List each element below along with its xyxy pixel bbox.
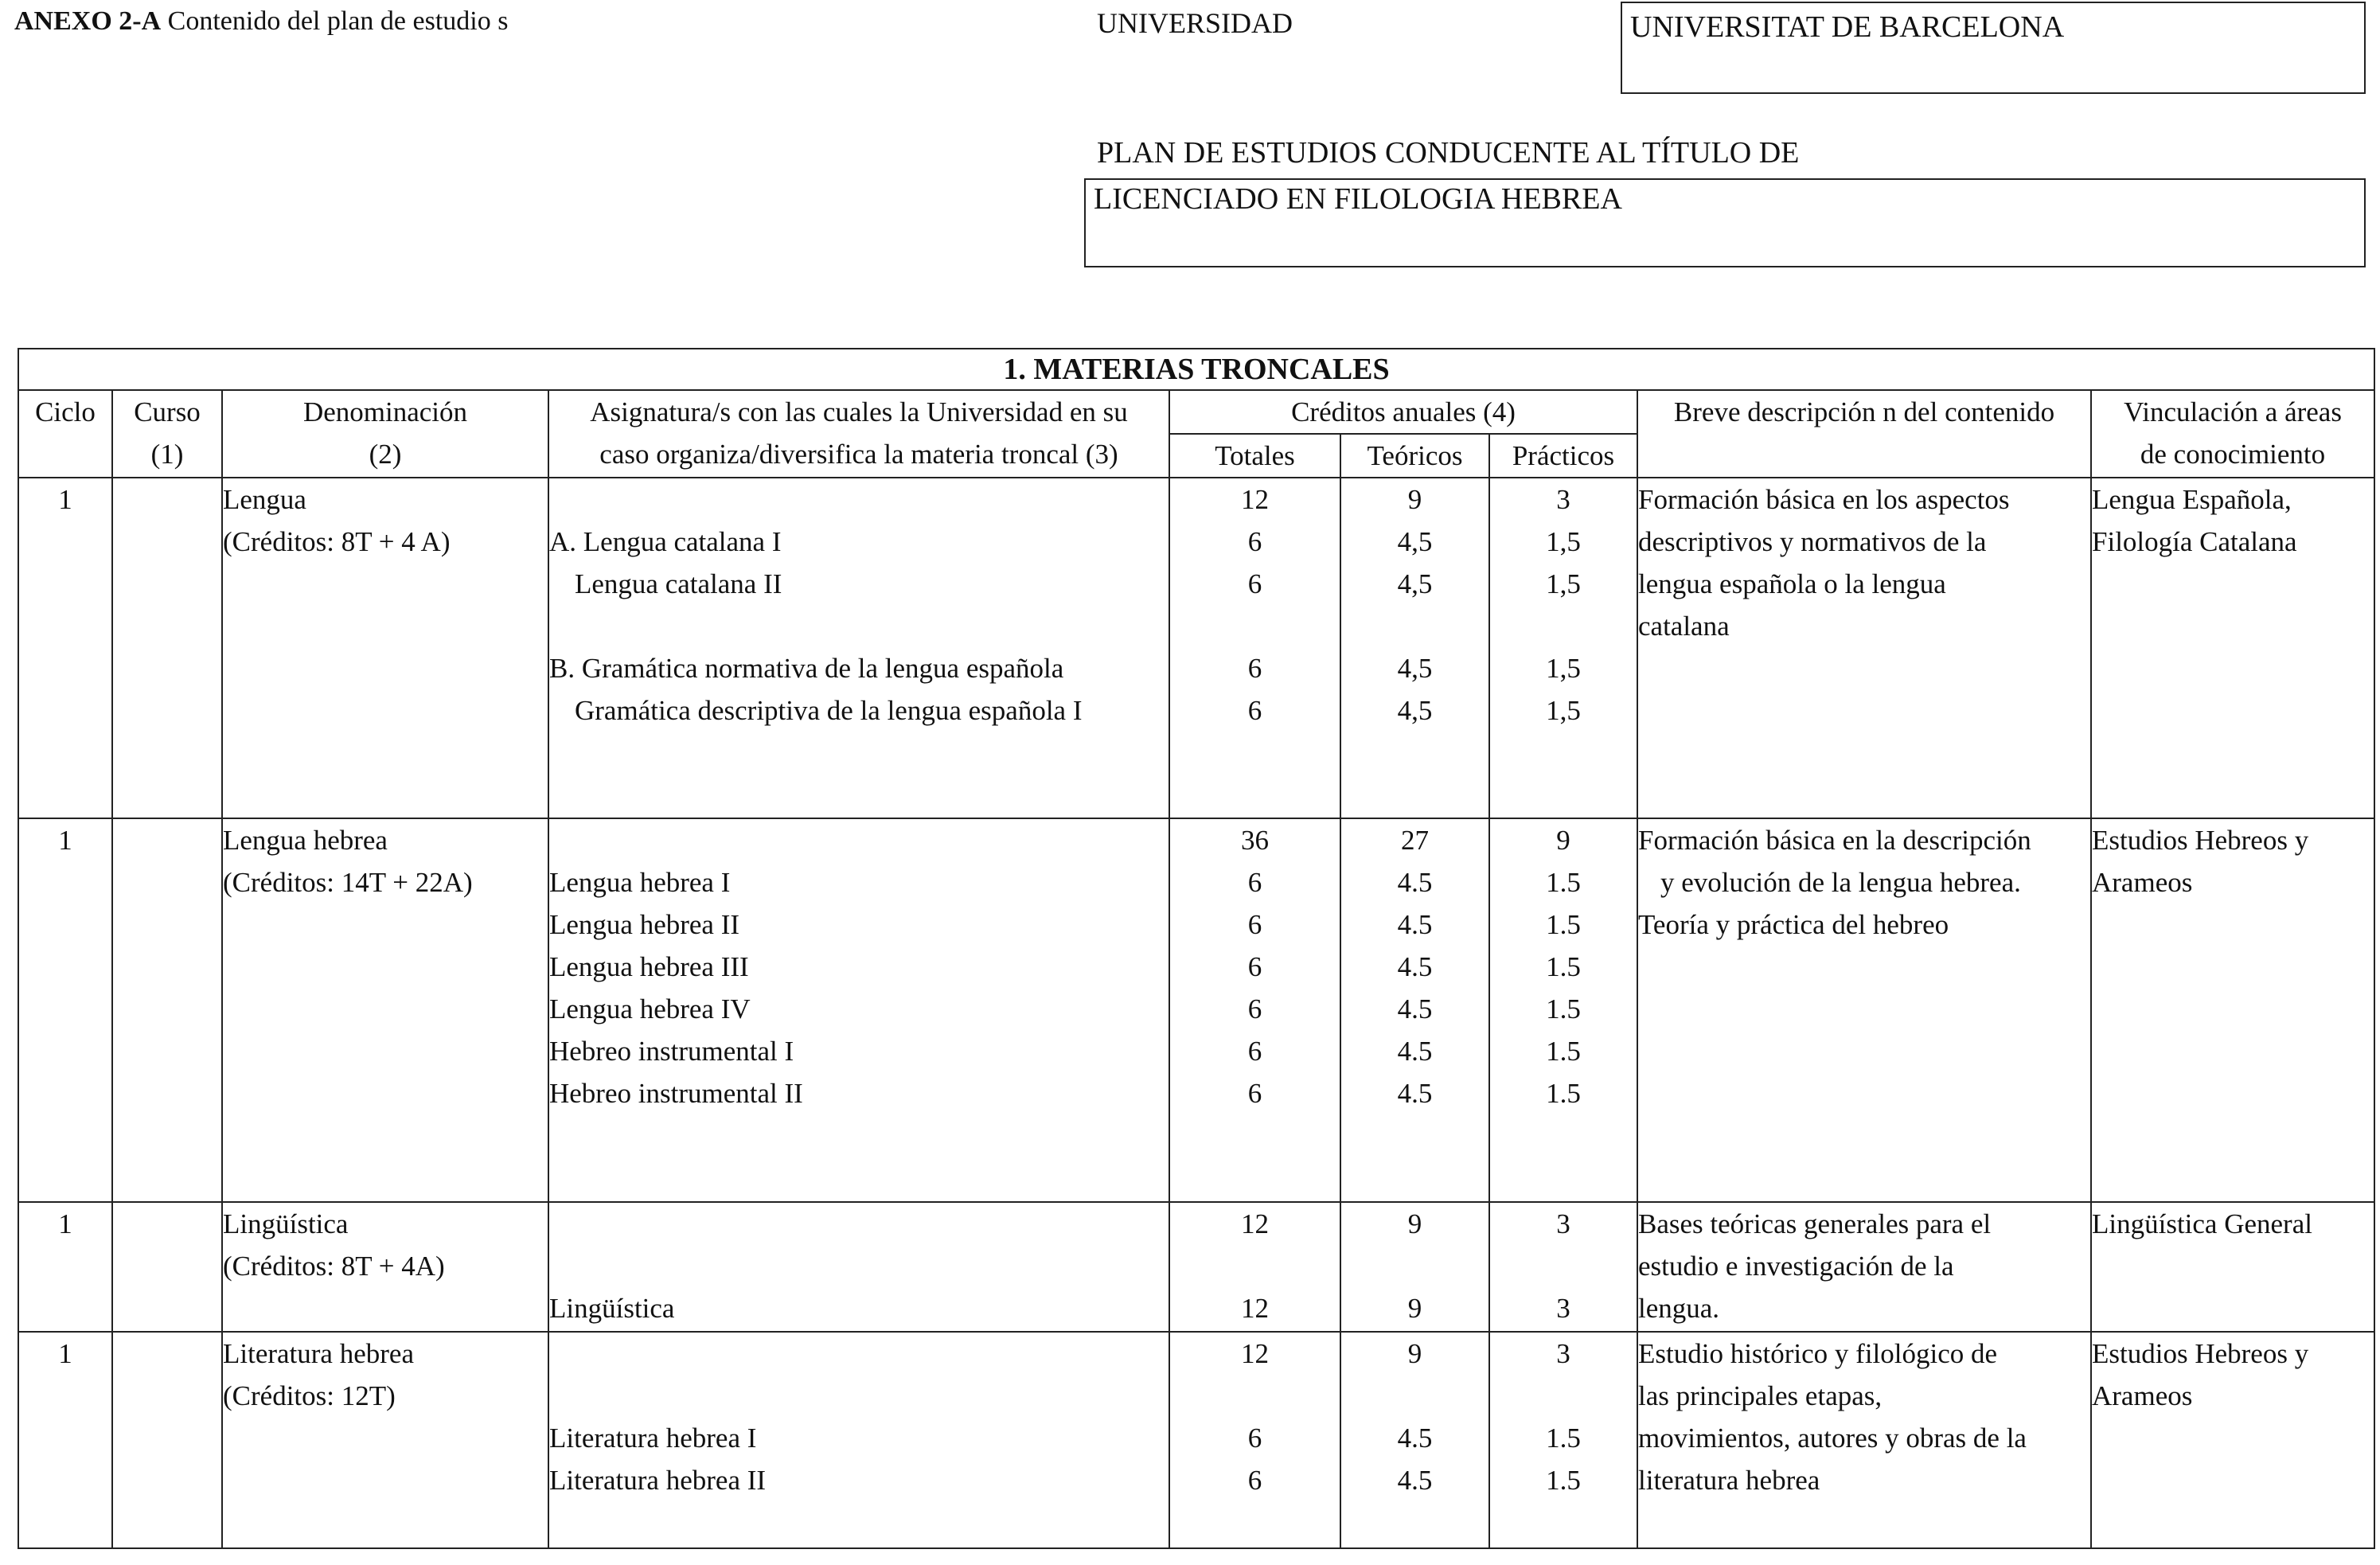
curso-cell xyxy=(112,1332,222,1548)
practicos-value: 1.5 xyxy=(1546,1465,1581,1496)
vinculacion-cell xyxy=(2091,478,2374,818)
materia-credits: (Créditos: 8T + 4 A) xyxy=(223,526,451,557)
header-row-1 xyxy=(18,390,2374,434)
col-creditos: Créditos anuales (4) xyxy=(1169,390,1637,434)
practicos-value: 3 xyxy=(1556,1208,1570,1239)
area-line: Filología Catalana xyxy=(2092,526,2297,557)
degree-title-box xyxy=(1084,178,2366,267)
totales-cell xyxy=(1169,478,1340,818)
col-curso xyxy=(112,390,222,478)
teoricos-value: 4.5 xyxy=(1397,1423,1433,1454)
teoricos-value: 4,5 xyxy=(1397,568,1433,599)
teoricos-value: 27 xyxy=(1401,825,1429,856)
subject-name: Hebreo instrumental I xyxy=(549,1036,794,1067)
description-line: Teoría y práctica del hebreo xyxy=(1638,909,1949,940)
total-value: 6 xyxy=(1247,568,1262,599)
denominacion-cell xyxy=(222,818,548,1202)
col-totales: Totales xyxy=(1169,434,1340,478)
col-vinculacion-line1: Vinculación a áreas xyxy=(2124,396,2342,427)
total-value: 6 xyxy=(1247,1423,1262,1454)
teoricos-value: 4.5 xyxy=(1397,1465,1433,1496)
table-row xyxy=(18,818,2374,1202)
ciclo-cell: 1 xyxy=(18,478,112,818)
practicos-value: 1,5 xyxy=(1546,653,1581,684)
practicos-value: 3 xyxy=(1556,1293,1570,1324)
teoricos-value: 4,5 xyxy=(1397,653,1433,684)
curso-cell xyxy=(112,818,222,1202)
vinculacion-cell xyxy=(2091,1332,2374,1548)
denominacion-cell xyxy=(222,1202,548,1332)
description-line: las principales etapas, xyxy=(1638,1380,1883,1411)
subject-name: Lengua hebrea II xyxy=(549,909,740,940)
teoricos-value: 4.5 xyxy=(1397,1036,1433,1067)
col-denominacion xyxy=(222,390,548,478)
subject-name: Gramática descriptiva de la lengua española I xyxy=(575,695,1083,726)
col-denominacion-label: Denominación xyxy=(302,396,468,427)
vinculacion-cell xyxy=(2091,818,2374,1202)
teoricos-cell xyxy=(1340,1332,1489,1548)
total-value: 6 xyxy=(1247,993,1262,1024)
teoricos-value: 4.5 xyxy=(1397,951,1433,982)
vinculacion-cell xyxy=(2091,1202,2374,1332)
area-line: Lingüística General xyxy=(2092,1208,2312,1239)
subject-name: Hebreo instrumental II xyxy=(549,1078,803,1109)
table-row xyxy=(18,1202,2374,1332)
description-line: y evolución de la lengua hebrea. xyxy=(1660,867,2021,898)
total-value: 6 xyxy=(1247,1465,1262,1496)
teoricos-cell xyxy=(1340,818,1489,1202)
materia-credits: (Créditos: 14T + 22A) xyxy=(223,867,473,898)
plan-label: PLAN DE ESTUDIOS CONDUCENTE AL TÍTULO DE xyxy=(1097,136,1800,170)
annex-description: Contenido del plan de estudio s xyxy=(167,6,509,36)
col-ciclo: Ciclo xyxy=(18,390,112,478)
practicos-value: 3 xyxy=(1556,484,1570,515)
col-asignaturas-line1: Asignatura/s con las cuales la Universidad en su xyxy=(590,396,1128,427)
description-line: lengua española o la lengua xyxy=(1638,568,1946,599)
ciclo-cell: 1 xyxy=(18,1202,112,1332)
teoricos-value: 4.5 xyxy=(1397,993,1433,1024)
curso-cell xyxy=(112,478,222,818)
practicos-value: 1,5 xyxy=(1546,568,1581,599)
practicos-value: 1.5 xyxy=(1546,909,1581,940)
subject-name: Lingüística xyxy=(549,1293,675,1324)
total-value: 6 xyxy=(1247,909,1262,940)
total-value: 6 xyxy=(1247,951,1262,982)
total-value: 6 xyxy=(1247,526,1262,557)
subject-name: Lengua hebrea IV xyxy=(549,993,751,1024)
ciclo-cell: 1 xyxy=(18,1332,112,1548)
curso-cell xyxy=(112,1202,222,1332)
practicos-cell xyxy=(1489,1332,1637,1548)
totales-cell xyxy=(1169,1332,1340,1548)
descripcion-cell xyxy=(1637,1332,2091,1548)
teoricos-value: 4.5 xyxy=(1397,1078,1433,1109)
denominacion-cell xyxy=(222,1332,548,1548)
subject-name: Literatura hebrea II xyxy=(549,1465,767,1496)
area-line: Estudios Hebreos y xyxy=(2092,1338,2309,1369)
description-line: descriptivos y normativos de la xyxy=(1638,526,1987,557)
practicos-cell xyxy=(1489,1202,1637,1332)
description-line: movimientos, autores y obras de la xyxy=(1638,1423,2027,1454)
col-vinculacion xyxy=(2091,390,2374,478)
col-curso-label: Curso xyxy=(134,396,201,427)
practicos-cell xyxy=(1489,478,1637,818)
teoricos-value: 4.5 xyxy=(1397,867,1433,898)
subject-name: Lengua catalana II xyxy=(575,568,782,599)
total-value: 6 xyxy=(1247,1036,1262,1067)
university-name-box xyxy=(1621,2,2366,94)
table-row xyxy=(18,1332,2374,1548)
description-line: estudio e investigación de la xyxy=(1638,1251,1954,1282)
total-value: 6 xyxy=(1247,1078,1262,1109)
materia-name: Lingüística xyxy=(223,1208,349,1239)
area-line: Estudios Hebreos y xyxy=(2092,825,2309,856)
materia-credits: (Créditos: 12T) xyxy=(223,1380,396,1411)
practicos-value: 1.5 xyxy=(1546,1423,1581,1454)
materia-credits: (Créditos: 8T + 4A) xyxy=(223,1251,445,1282)
description-line: lengua. xyxy=(1638,1293,1720,1324)
description-line: literatura hebrea xyxy=(1638,1465,1820,1496)
col-teoricos: Teóricos xyxy=(1340,434,1489,478)
practicos-value: 1.5 xyxy=(1546,867,1581,898)
asignaturas-cell xyxy=(548,818,1169,1202)
teoricos-cell xyxy=(1340,478,1489,818)
asignaturas-cell xyxy=(548,478,1169,818)
total-value: 36 xyxy=(1241,825,1269,856)
total-value: 12 xyxy=(1241,1293,1269,1324)
area-line: Arameos xyxy=(2092,1380,2193,1411)
university-name: UNIVERSITAT DE BARCELONA xyxy=(1630,10,2065,44)
col-asignaturas-line2: caso organiza/diversifica la materia troncal (3) xyxy=(599,439,1118,470)
practicos-value: 1.5 xyxy=(1546,1078,1581,1109)
description-line: Formación básica en los aspectos xyxy=(1638,484,2010,515)
asignaturas-cell xyxy=(548,1202,1169,1332)
materia-name: Lengua xyxy=(223,484,306,515)
total-value: 6 xyxy=(1247,867,1262,898)
university-label: UNIVERSIDAD xyxy=(1097,7,1293,39)
total-value: 6 xyxy=(1247,653,1262,684)
table-row xyxy=(18,478,2374,818)
subject-name: Literatura hebrea I xyxy=(549,1423,757,1454)
total-value: 12 xyxy=(1241,1338,1269,1369)
description-line: Formación básica en la descripción xyxy=(1638,825,2031,856)
area-line: Lengua Española, xyxy=(2092,484,2292,515)
area-line: Arameos xyxy=(2092,867,2193,898)
section-title: 1. MATERIAS TRONCALES xyxy=(18,349,2374,390)
ciclo-cell: 1 xyxy=(18,818,112,1202)
descripcion-cell xyxy=(1637,1202,2091,1332)
teoricos-value: 9 xyxy=(1407,1208,1422,1239)
troncales-table xyxy=(18,348,2375,1549)
annex-number: ANEXO 2-A xyxy=(14,6,162,36)
col-asignaturas xyxy=(548,390,1169,478)
subject-name: B. Gramática normativa de la lengua española xyxy=(549,653,1064,684)
subject-name: A. Lengua catalana I xyxy=(549,526,782,557)
col-vinculacion-line2: de conocimiento xyxy=(2140,439,2326,470)
degree-title: LICENCIADO EN FILOLOGIA HEBREA xyxy=(1094,182,1622,216)
description-line: catalana xyxy=(1638,611,1730,642)
denominacion-cell xyxy=(222,478,548,818)
practicos-value: 1.5 xyxy=(1546,951,1581,982)
teoricos-value: 4,5 xyxy=(1397,695,1433,726)
descripcion-cell xyxy=(1637,478,2091,818)
practicos-cell xyxy=(1489,818,1637,1202)
teoricos-value: 9 xyxy=(1407,1338,1422,1369)
descripcion-cell xyxy=(1637,818,2091,1202)
materia-name: Lengua hebrea xyxy=(223,825,388,856)
col-curso-note: (1) xyxy=(150,439,184,470)
col-denominacion-note: (2) xyxy=(369,439,402,470)
subject-name: Lengua hebrea III xyxy=(549,951,749,982)
asignaturas-cell xyxy=(548,1332,1169,1548)
practicos-value: 9 xyxy=(1556,825,1570,856)
teoricos-cell xyxy=(1340,1202,1489,1332)
materia-name: Literatura hebrea xyxy=(223,1338,414,1369)
practicos-value: 1.5 xyxy=(1546,1036,1581,1067)
total-value: 12 xyxy=(1241,484,1269,515)
totales-cell xyxy=(1169,818,1340,1202)
teoricos-value: 4.5 xyxy=(1397,909,1433,940)
subject-name: Lengua hebrea I xyxy=(549,867,731,898)
practicos-value: 1,5 xyxy=(1546,526,1581,557)
description-line: Bases teóricas generales para el xyxy=(1638,1208,1992,1239)
practicos-value: 1.5 xyxy=(1546,993,1581,1024)
annex-heading xyxy=(14,6,508,37)
teoricos-value: 9 xyxy=(1407,1293,1422,1324)
total-value: 12 xyxy=(1241,1208,1269,1239)
teoricos-value: 4,5 xyxy=(1397,526,1433,557)
teoricos-value: 9 xyxy=(1407,484,1422,515)
col-practicos: Prácticos xyxy=(1489,434,1637,478)
practicos-value: 3 xyxy=(1556,1338,1570,1369)
col-descripcion: Breve descripción n del contenido xyxy=(1637,390,2091,478)
total-value: 6 xyxy=(1247,695,1262,726)
description-line: Estudio histórico y filológico de xyxy=(1638,1338,1998,1369)
totales-cell xyxy=(1169,1202,1340,1332)
practicos-value: 1,5 xyxy=(1546,695,1581,726)
